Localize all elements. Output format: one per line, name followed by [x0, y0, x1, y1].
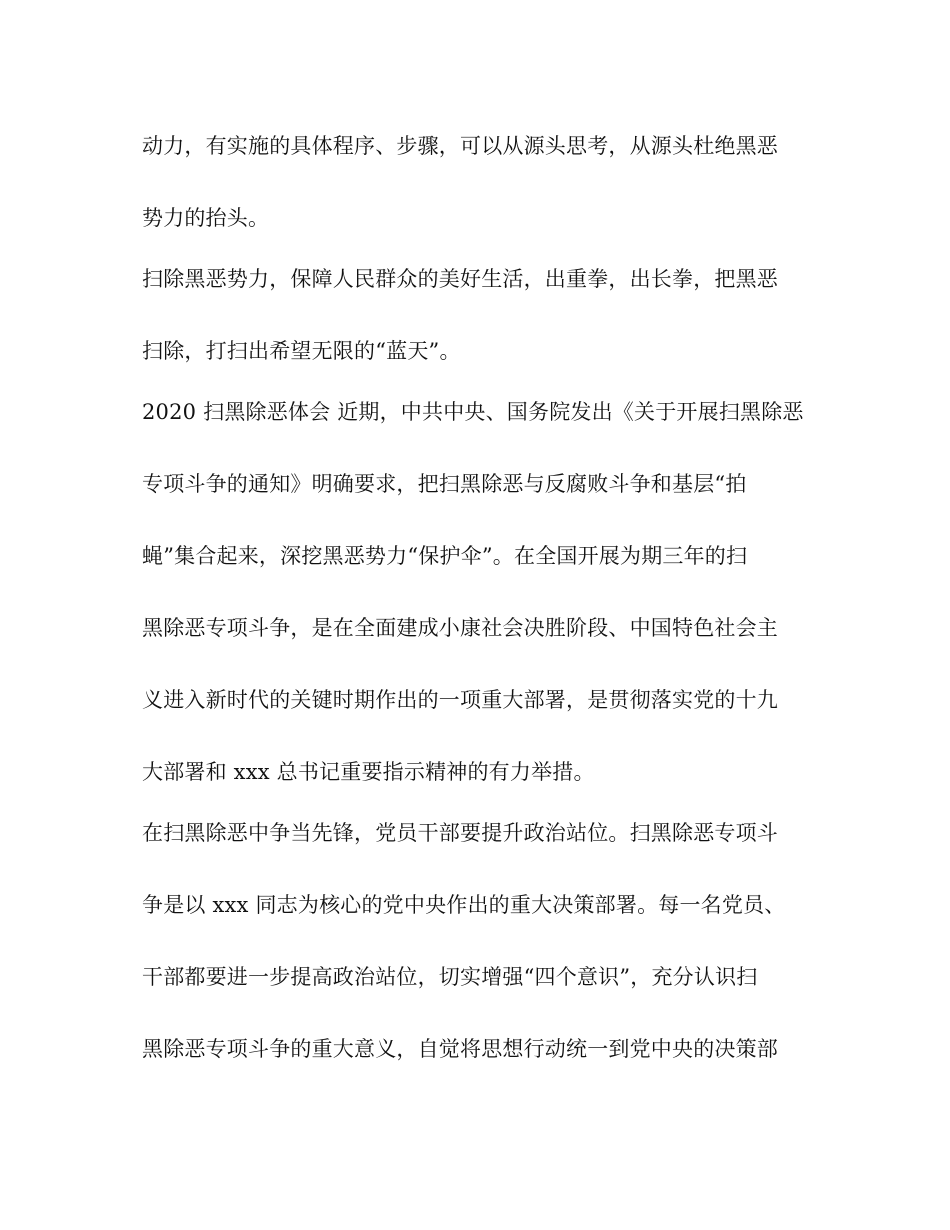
paragraph-4-line-3: 干部都要进一步提高政治站位，切实增强“四个意识”，充分认识扫 [142, 965, 758, 989]
paragraph-3-line-6: 大部署和 xxx 总书记重要指示精神的有力举措。 [142, 760, 595, 784]
paragraph-4-line-4: 黑除恶专项斗争的重大意义，自觉将思想行动统一到党中央的决策部 [142, 1037, 778, 1061]
paragraph-3-line-5: 义进入新时代的关键时期作出的一项重大部署，是贯彻落实党的十九 [142, 688, 778, 712]
paragraph-4-line-2: 争是以 xxx 同志为核心的党中央作出的重大决策部署。每一名党员、 [142, 893, 786, 917]
paragraph-3-line-2: 专项斗争的通知》明确要求，把扫黑除恶与反腐败斗争和基层“拍 [142, 472, 747, 496]
paragraph-1-line-2: 势力的抬头。 [142, 206, 270, 230]
paragraph-3-line-3: 蝇”集合起来，深挖黑恶势力“保护伞”。在全国开展为期三年的扫 [142, 544, 748, 568]
paragraph-3-line-1: 2020 扫黑除恶体会 近期，中共中央、国务院发出《关于开展扫黑除恶 [142, 400, 804, 424]
paragraph-3-line-4: 黑除恶专项斗争，是在全面建成小康社会决胜阶段、中国特色社会主 [142, 616, 778, 640]
paragraph-1-line-1: 动力，有实施的具体程序、步骤，可以从源头思考，从源头杜绝黑恶 [142, 134, 778, 158]
paragraph-4-line-1: 在扫黑除恶中争当先锋，党员干部要提升政治站位。扫黑除恶专项斗 [142, 821, 778, 845]
paragraph-2-line-1: 扫除黑恶势力，保障人民群众的美好生活，出重拳，出长拳，把黑恶 [142, 267, 778, 291]
paragraph-2-line-2: 扫除，打扫出希望无限的“蓝天”。 [142, 339, 461, 363]
